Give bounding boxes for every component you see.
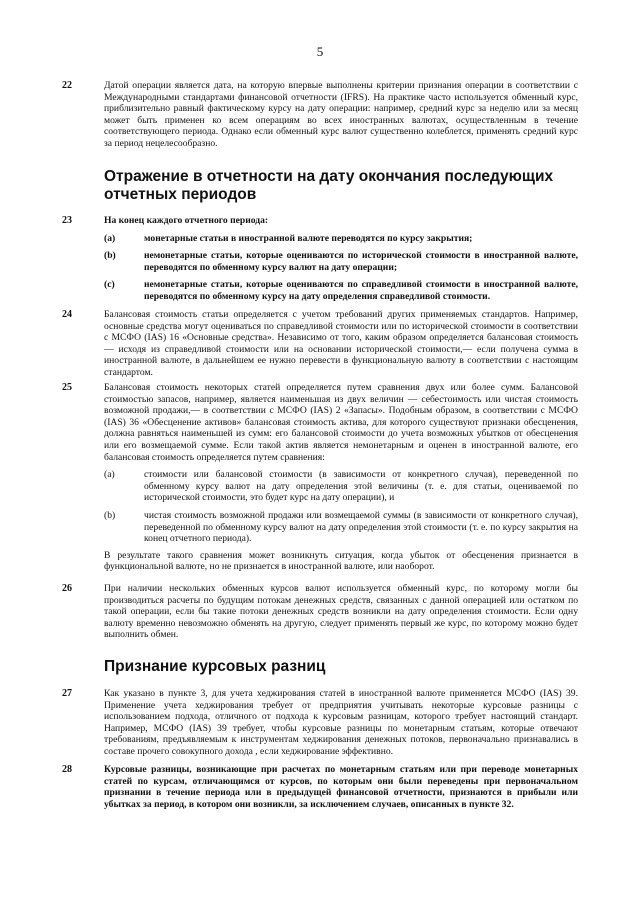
paragraph-number: 22 (62, 80, 72, 91)
list-item-label: (a) (104, 232, 116, 244)
paragraph-25 (62, 382, 578, 573)
paragraph-closing: В результате такого сравнения может возникнуть ситуация, когда убыток от обесценения признается в функциональной валюте, но не признается в иностранной валюте, или наоборот. (104, 549, 578, 573)
paragraph-text: Балансовая стоимость статьи определяется с учетом требований других применяемых стандартов. Например, основные средства могут оцениваться по справедливой стоимости или по исторической стоимости в соответствии с МСФО (IAS) 16 «Основные средства». Независимо от того, каким образом определяется балансовая стоимость — исходя из справедливой стоимости или на основании исторической стоимости,— если получена сумма в иностранной валюте, в дальнейшем ее нужно перевести в функциональную валюту в соответствии с настоящим стандартом. (104, 309, 578, 378)
list-item-label: (b) (104, 509, 116, 521)
list-item-label: (c) (104, 279, 115, 291)
list-item-text: немонетарные статьи, которые оцениваются по исторической стоимости в иностранной валюте, переводятся по обменному курсу валют на дату операции; (144, 250, 578, 273)
section-heading: Признание курсовых разниц (104, 658, 326, 675)
paragraph-number: 28 (62, 764, 72, 775)
paragraph-24 (62, 309, 578, 379)
list-item-text: чистая стоимость возможной продажи или возмещаемой суммы (в зависимости от конкретного случая), переведенной по обменному курсу валют на дату определения этой стоимости (т. е. по курсу закрытия на конец отчетного периода). (144, 509, 578, 545)
paragraph-number: 25 (62, 382, 72, 393)
list-item (104, 233, 578, 245)
paragraph-22 (62, 80, 578, 150)
section-heading: Отражение в отчетности на дату окончания последующих отчетных периодов (104, 168, 554, 203)
paragraph-number: 27 (62, 688, 72, 699)
list-item (104, 250, 578, 273)
paragraph-number: 24 (62, 309, 72, 320)
list-item (104, 279, 578, 302)
paragraph-text: Курсовые разницы, возникающие при расчетах по монетарным статьям или при переводе монетарных статей по курсам, отличающимся от курсов, по которым они были переведены при первоначальном признании в течение периода или в предыдущей финансовой отчетности, признаются в прибыли или убытках за период, в котором они возникли, за исключением случаев, описанных в пункте 32. (104, 764, 578, 810)
paragraph-text: При наличии нескольких обменных курсов валют используется обменный курс, по которому могли бы производиться расчеты по будущим потокам денежных средств, связанных с данной операцией или остатком по такой операции, если бы такие потоки денежных средств возникли на дату определения стоимости. Если одну валюту временно невозможно обменять на другую, следует применять первый же курс, по которому можно будет выполнить обмен. (104, 583, 578, 641)
list-item (104, 469, 578, 504)
list-item-text: стоимости или балансовой стоимости (в зависимости от конкретного случая), переведенной по обменному курсу валют на дату определения этой величины (т. е. для статьи, оцениваемой по исторической стоимости, это будет курс на дату операции), и (144, 469, 578, 504)
list-item-text: монетарные статьи в иностранной валюте переводятся по курсу закрытия; (144, 232, 473, 244)
paragraph-number: 23 (62, 215, 72, 226)
paragraph-23 (62, 215, 578, 303)
list-item-label: (b) (104, 250, 116, 262)
paragraph-27 (62, 688, 578, 758)
list-item-text: немонетарные статьи, которые оцениваются по справедливой стоимости в иностранной валюте, переводятся по обменному курсу на дату определения справедливой стоимости. (144, 279, 578, 302)
paragraph-intro: На конец каждого отчетного периода: (104, 215, 269, 226)
list-item-label: (a) (104, 469, 115, 481)
page-number: 5 (316, 44, 324, 59)
paragraph-number: 26 (62, 583, 72, 594)
paragraph-28 (62, 764, 578, 810)
paragraph-text: Балансовая стоимость некоторых статей определяется путем сравнения двух или более сумм. Балансовой стоимостью запасов, например, является наименьшая из двух величин — себестоимость или чистая стоимость возможной продажи,— в соответствии с МСФО (IAS) 2 «Запасы». Подобным образом, в соответствии с МСФО (IAS) 36 «Обесценение активов» балансовая стоимость актива, для которого существуют признаки обесценения, должна равняться наименьшей из сумм: его балансовой стоимости до учета возможных убытков от обесценения или его возмещаемой сумме. Если такой актив является немонетарным и оценен в иностранной валюте, его балансовая стоимость определяется путем сравнения: (104, 382, 578, 463)
paragraph-text: Датой операции является дата, на которую впервые выполнены критерии признания операции в соответствии с Международными стандартами финансовой отчетности (IFRS). На практике часто используется обменный курс, приблизительно равный фактическому курсу на дату операции: например, средний курс за неделю или за месяц может быть применен ко всем операциям во всех иностранных валютах, осуществленным в течение соответствующего периода. Однако если обменный курс валют существенно колеблется, применять средний курс за период нецелесообразно. (104, 80, 578, 149)
paragraph-text: Как указано в пункте 3, для учета хеджирования статей в иностранной валюте применяется МСФО (IAS) 39. Применение учета хеджирования требует от предприятия учитывать некоторые курсовые разницы с использованием подхода, отличного от подхода к курсовым разницам, которого требует настоящий стандарт. Например, МСФО (IAS) 39 требует, чтобы курсовые разницы по монетарным статьям, которые отвечают требованиям, предъявляемым к инструментам хеджирования денежных потоков, первоначально признавались в составе прочего совокупного дохода , если хеджирование эффективно. (104, 688, 578, 757)
list-item (104, 510, 578, 545)
paragraph-26 (62, 583, 578, 641)
